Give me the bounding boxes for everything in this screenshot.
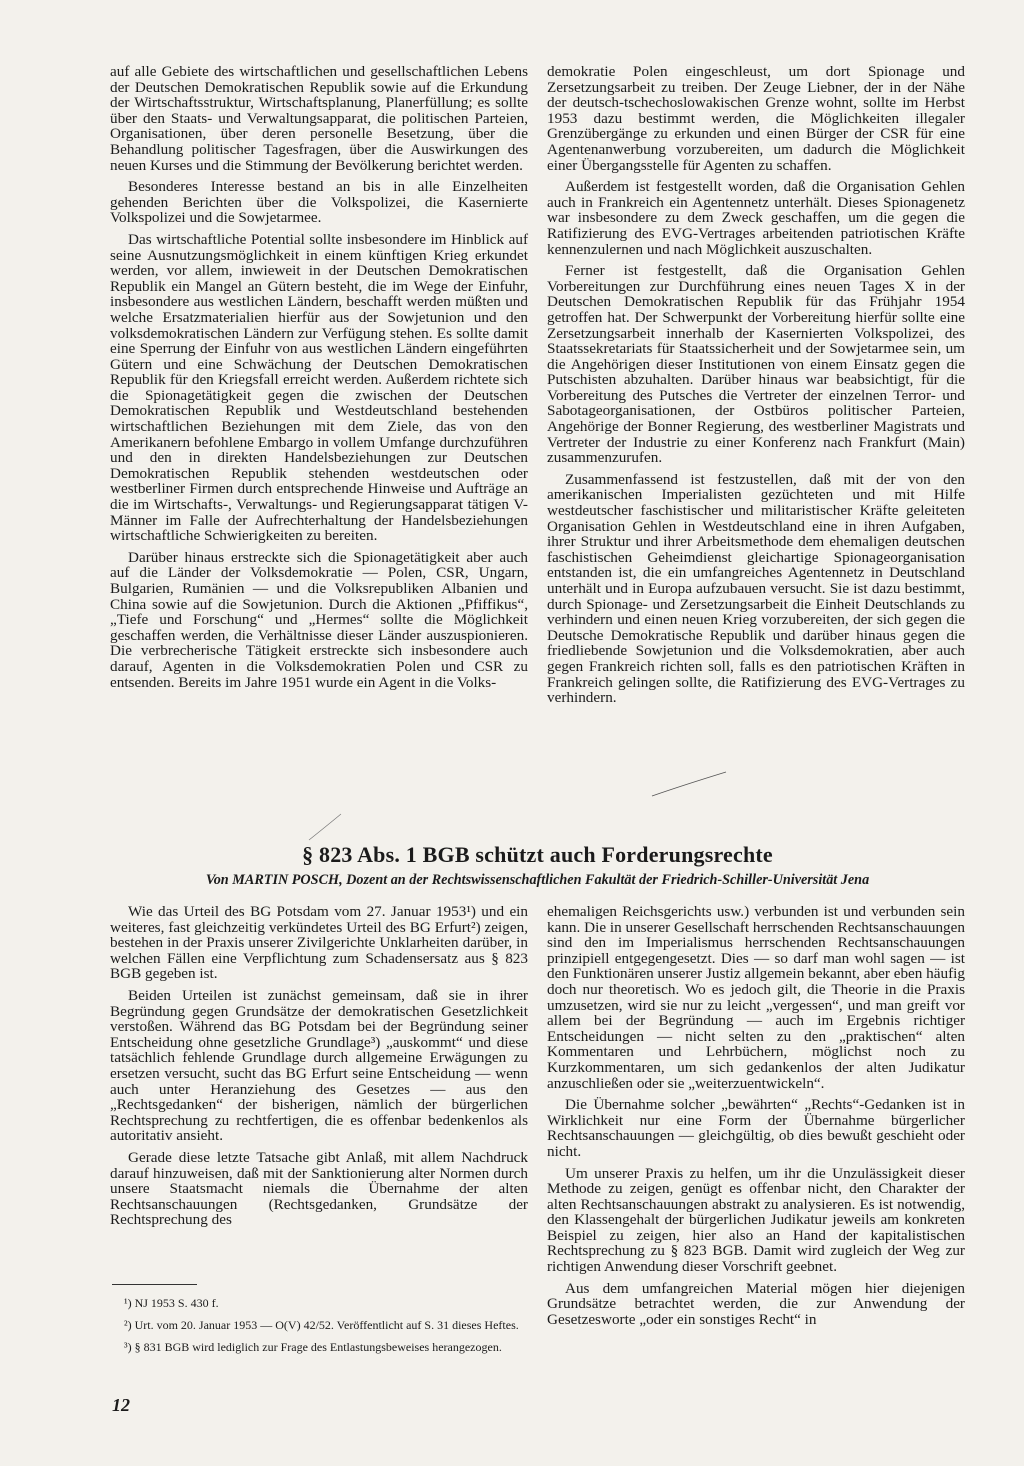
paragraph: Ferner ist festgestellt, daß die Organisation Gehlen Vorbereitungen zur Durchführung eines neuen Tages X in der Deutschen Demokratischen Republik für das Frühjahr 1954 getroffen hat. Der Schwerpunkt der Vorbereitung hierfür sollte eine Zersetzungsarbeit innerhalb der Kasernierten Volkspolizei, des Staatssekretariats für Staatssicherheit und der Sowjetarmee sein, um die Angehörigen dieser Institutionen von einem Einsatz gegen die Putschisten abzuhalten. Darüber hinaus war beabsichtigt, für die Vorbereitung des Putsches die Vertreter der einzelnen Terror- und Sabotageorganisationen, der Ostbüros politischer Parteien, Angehörige der Bonner Regierung, des westberliner Magistrats und Vertreter der Industrie zu einer Konferenz nach Frankfurt (Main) zusammenzurufen. — [547, 262, 965, 467]
article-title: § 823 Abs. 1 BGB schützt auch Forderungsrechte — [302, 842, 773, 867]
paragraph: Zusammenfassend ist festzustellen, daß mit der von den amerikanischen Imperialisten gezüchteten und mit Hilfe westdeutscher faschistischer und militaristischer Kräfte geleiteten Organisation Gehlen in Westdeutschland eine in ihren Aufgaben, ihrer Struktur und ihrer Arbeitsmethode dem ehemaligen deutschen faschistischen Geheimdienst gleichartige Spionageorganisation entstanden ist, die ein umfangreiches Agentennetz in Deutschland unterhält und in Europa aufzubauen versucht. Sie ist dazu bestimmt, durch Spionage- und Zersetzungsarbeit die Einheit Deutschlands zu verhindern und einen neuen Krieg vorzubereiten, der sich gegen die Deutsche Demokratische Republik und darüber hinaus gegen die friedliebende Sowjetunion und die Volksdemokratien, aber auch gegen Frankreich richten soll, falls es den patriotischen Kräften in Frankreich gelingen sollte, die Ratifizierung des EVG-Vertrages zu verhindern. — [547, 470, 965, 707]
paragraph: ehemaligen Reichsgerichts usw.) verbunden ist und verbunden sein kann. Die in unserer Gesellschaft herrschenden Rechtsanschauungen sind den im Imperialismus herrschenden Rechtsanschauungen prinzipiell entgegengesetzt. Dies — so darf man wohl sagen — ist den Funktionären unserer Justiz allgemein bekannt, aber eben häufig doch nur theoretisch. Wo es jedoch gilt, die Theorie in die Praxis umzusetzen, wird sie nur zu leicht „vergessen“, und man greift vor allem bei der Begründung — auch im Ergebnis richtiger Entscheidungen — nicht selten zu den „praktischen“ alten Kommentaren und Lehrbüchern, möglichst noch zu Kurzkommentaren, um sich gedankenlos der alten Judikatur anzuschließen oder sie „weiterzuentwickeln“. — [547, 903, 965, 1092]
paragraph: Um unserer Praxis zu helfen, um ihr die Unzulässigkeit dieser Methode zu zeigen, genügt es offenbar nicht, den Charakter der alten Rechtsanschauungen abstrakt zu analysieren. Es ist notwendig, den Klassengehalt der bürgerlichen Judikatur jeweils am konkreten Beispiel zu zeigen, hier also an Hand der kapitalistischen Rechtsprechung zu § 823 BGB. Damit wird zugleich der Weg zur richtigen Anwendung dieser Vorschrift geebnet. — [547, 1164, 965, 1276]
paragraph: Wie das Urteil des BG Potsdam vom 27. Januar 1953¹) und ein weiteres, fast gleichzeitig verkündetes Urteil des BG Erfurt²) zeigen, bestehen in der Praxis unserer Zivilgerichte Unklarheiten darüber, in welchen Fällen eine Verpflichtung zum Schadensersatz aus § 823 BGB gegeben ist. — [110, 903, 528, 983]
paragraph: auf alle Gebiete des wirtschaftlichen und gesellschaftlichen Lebens der Deutschen Demokratischen Republik sowie auf die Erkundung der Wirtschaftsstruktur, Wirtschaftsplanung, Planerfüllung; es sollte über den Staats- und Verwaltungsapparat, die politischen Parteien, Organisationen, über deren personelle Besetzung, über die Behandlung politischer Tagesfragen, über die Auswirkungen des neuen Kurses und die Stimmung der Bevölkerung berichtet werden. — [110, 63, 528, 174]
paragraph: demokratie Polen eingeschleust, um dort Spionage und Zersetzungsarbeit zu treiben. Der Zeuge Liebner, der in der Nähe der deutsch-tschechoslowakischen Grenze wohnt, sollte im Herbst 1953 dazu bestimmt werden, die Möglichkeiten illegaler Grenzübergänge zu erkunden und einen Bürger der CSR für eine Agentenanwerbung vorzubereiten, um dadurch die Möglichkeit einer Übergangsstelle für Agenten zu schaffen. — [547, 63, 965, 174]
footnote: ³) § 831 BGB wird lediglich zur Frage des Entlastungsbeweises herangezogen. — [124, 1340, 502, 1354]
paragraph: Außerdem ist festgestellt worden, daß die Organisation Gehlen auch in Frankreich ein Agentennetz unterhält. Dieses Spionagenetz war insbesondere zu dem Zweck geschaffen, um die gegen die Ratifizierung des EVG-Vertrages arbeitenden patriotischen Kräfte kennenzulernen und nach Möglichkeit auszuschalten. — [547, 178, 965, 258]
paragraph: Beiden Urteilen ist zunächst gemeinsam, daß sie in ihrer Begründung gegen Grundsätze der demokratischen Gesetzlichkeit verstoßen. Während das BG Potsdam bei der Begründung seiner Entscheidung ohne gesetzliche Grundlage³) „auskommt“ und diese tatsächlich fehlende Grundlage durch allgemeine Erwägungen zu ersetzen versucht, sucht das BG Erfurt seine Entscheidung — wenn auch unter Heranziehung des Gesetzes — aus den „Rechtsgedanken“ der bisherigen, nämlich der bürgerlichen Rechtsprechung zu rechtfertigen, die es offenbar bedenkenlos als autoritativ ansieht. — [110, 986, 528, 1145]
pen-mark-icon — [305, 812, 345, 842]
footnote-divider — [112, 1284, 197, 1285]
page-number: 12 — [112, 1395, 130, 1415]
paragraph: Besonderes Interesse bestand an bis in alle Einzelheiten gehenden Berichten über die Volkspolizei, die Kasernierte Volkspolizei und die Sowjetarmee. — [110, 178, 528, 227]
top-article-right-column — [547, 64, 965, 712]
pen-mark-icon — [650, 770, 730, 800]
paragraph: Das wirtschaftliche Potential sollte insbesondere im Hinblick auf seine Ausnutzungsmöglichkeit in einem künftigen Krieg erkundet werden, vor allem, inwieweit in der Deutschen Demokratischen Republik ein Mangel an Gütern besteht, die im Wege der Einfuhr, insbesondere aus westlichen Ländern, beschafft werden müßten und welche Ersatzmaterialien hierfür aus der Sowjetunion und den volksdemokratischen Ländern zur Verfügung stehen. Es sollte damit eine Sperrung der Einfuhr von aus westlichen Ländern eingeführten Gütern und eine Schwächung der Deutschen Demokratischen Republik für den Kriegsfall erreicht werden. Außerdem richtete sich die Spionagetätigkeit gegen die zwischen der Deutschen Demokratischen Republik und Westdeutschland bestehenden wirtschaftlichen Beziehungen mit dem Ziele, das von den Amerikanern befohlene Embargo in vollem Umfange durchzuführen und den in direkten Handelsbeziehungen zur Deutschen Demokratischen Republik stehenden westdeutschen oder westberliner Firmen durch entsprechende Hinweise und Aufträge an die im Wirtschafts-, Verwaltungs- und Regierungsapparat tätigen V-Männer im Falle der Aufrechterhaltung der Handelsbeziehungen wirtschaftliche Schwierigkeiten zu bereiten. — [110, 230, 528, 545]
bottom-article-left-column — [110, 904, 528, 1234]
top-article-left-column — [110, 64, 528, 696]
footnote: ²) Urt. vom 20. Januar 1953 — O(V) 42/52. Veröffentlicht auf S. 31 dieses Heftes. — [124, 1318, 519, 1332]
paragraph: Die Übernahme solcher „bewährten“ „Rechts“-Gedanken ist in Wirklichkeit nur eine Form der Übernahme bürgerlicher Rechtsanschauungen — gleichgültig, ob dies bewußt geschieht oder nicht. — [547, 1096, 965, 1160]
article-byline: Von MARTIN POSCH, Dozent an der Rechtswissenschaftlichen Fakultät der Friedrich-Schiller-Universität Jena — [205, 872, 870, 888]
bottom-article-right-column — [547, 904, 965, 1333]
footnotes — [110, 1296, 528, 1362]
paragraph: Gerade diese letzte Tatsache gibt Anlaß, mit allem Nachdruck darauf hinzuweisen, daß mit der Sanktionierung alter Normen durch unsere Staatsmacht niemals die Übernahme der alten Rechtsanschauungen (Rechtsgedanken, Grundsätze der Rechtsprechung des — [110, 1148, 528, 1229]
paragraph: Aus dem umfangreichen Material mögen hier diejenigen Grundsätze betrachtet werden, die zur Anwendung der Gesetzesworte „oder ein sonstiges Recht“ in — [547, 1279, 965, 1328]
paragraph: Darüber hinaus erstreckte sich die Spionagetätigkeit aber auch auf die Länder der Volksdemokratie — Polen, CSR, Ungarn, Bulgarien, Rumänien — und die Volksrepubliken Albanien und China sowie auf die Sowjetunion. Durch die Aktionen „Pfiffikus“, „Tiefe und Forschung“ und „Hermes“ sollte die Möglichkeit geschaffen werden, die Verhältnisse dieser Länder auszuspionieren. Die verbrecherische Tätigkeit erstreckte sich insbesondere auch darauf, Agenten in die Volksdemokratien Polen und CSR zu entsenden. Bereits im Jahre 1951 wurde ein Agent in die Volks- — [110, 548, 528, 691]
footnote: ¹) NJ 1953 S. 430 f. — [124, 1296, 219, 1310]
